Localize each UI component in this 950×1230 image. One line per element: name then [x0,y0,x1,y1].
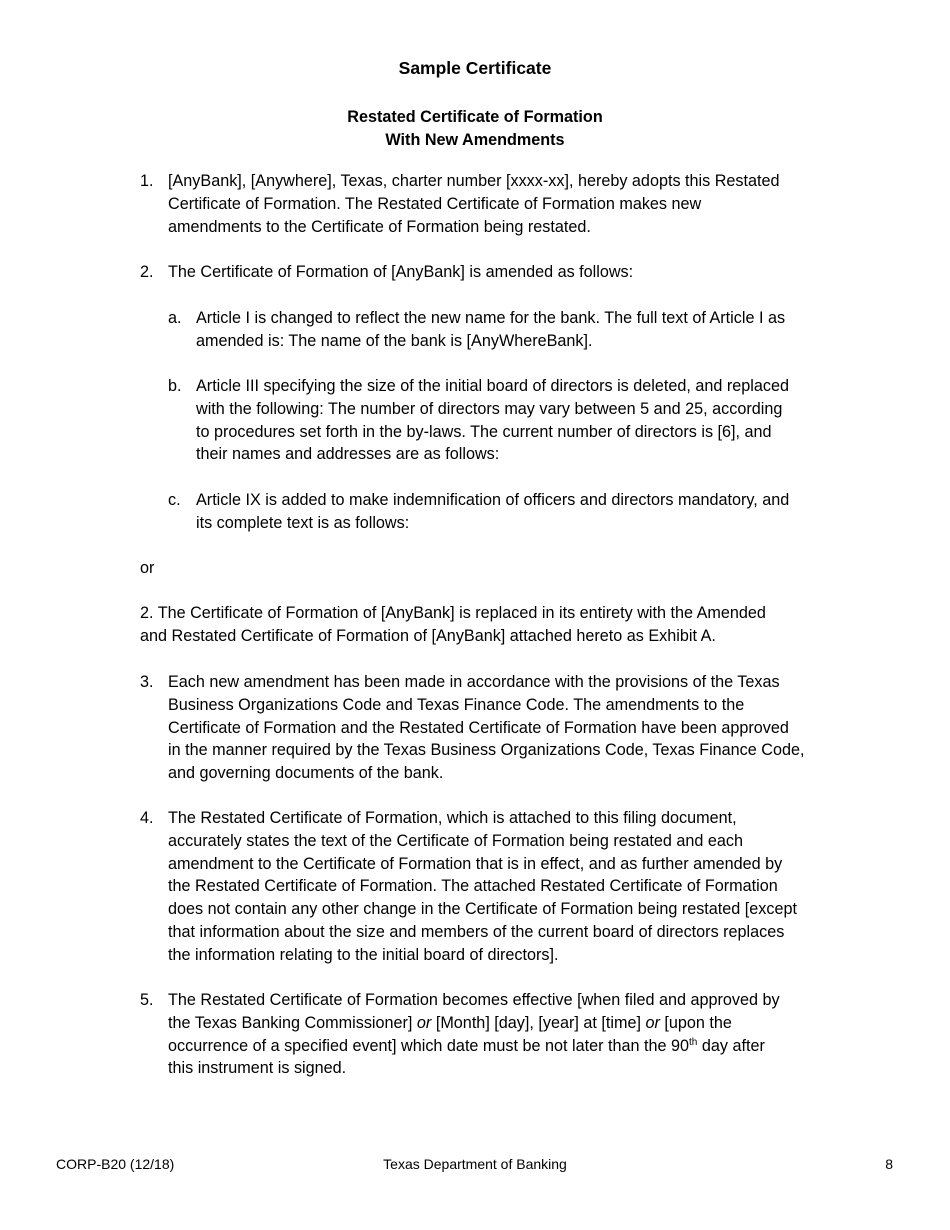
text-line: that information about the size and members of the current board of directors replaces [168,922,785,941]
text-segment: the Texas Banking Commissioner] [168,1013,417,1032]
item-4-text [168,807,797,967]
text-line: amendment to the Certificate of Formation that is in effect, and as further amended by [168,854,783,873]
text-line: [AnyBank], [Anywhere], Texas, charter number [xxxx-xx], hereby adopts this Restated [168,172,780,190]
item-2-alternative-text [140,602,766,648]
text-line: this instrument is signed. [168,1059,347,1078]
text-line: to procedures set forth in the by-laws. The current number of directors is [6], and [196,422,772,441]
text-line: The Restated Certificate of Formation, which is attached to this filing document, [168,809,737,827]
text-line: Certificate of Formation and the Restated Certificate of Formation have been approved [168,718,789,737]
ordinal-superscript: th [689,1036,698,1048]
text-line [168,1035,780,1058]
footer-agency: Texas Department of Banking [383,1156,567,1172]
text-segment: occurrence of a specified event] which date must be not later than the 90 [168,1036,690,1055]
footer-page-number: 8 [885,1156,893,1172]
text-line: Article IX is added to make indemnification of officers and directors mandatory, and [196,491,790,509]
italic-or: or [416,1013,432,1032]
item-3-number: 3. [140,673,154,691]
text-line: the Restated Certificate of Formation. The attached Restated Certificate of Formation [168,877,778,896]
text-line: their names and addresses are as follows: [196,445,500,464]
text-segment: day after [697,1036,765,1055]
text-line: and governing documents of the bank. [168,764,444,783]
text-line: and Restated Certificate of Formation of [AnyBank] attached hereto as Exhibit A. [140,626,716,645]
text-line: its complete text is as follows: [196,513,410,532]
text-line [168,1012,780,1035]
text-segment: [upon the [659,1013,732,1032]
text-line: the information relating to the initial board of directors]. [168,945,559,964]
or-separator [140,557,154,580]
text-line: The Restated Certificate of Formation becomes effective [when filed and approved by [168,991,780,1009]
italic-or: or [645,1013,660,1032]
text-line: accurately states the text of the Certificate of Formation being restated and each [168,831,743,850]
text-line: amended is: The name of the bank is [AnyWhereBank]. [196,331,593,350]
item-4-number: 4. [140,809,154,827]
page-title: Sample Certificate [398,58,552,78]
text-line: does not contain any other change in the Certificate of Formation being restated [except [168,900,797,919]
text-line: Each new amendment has been made in accordance with the provisions of the Texas [168,673,780,691]
item-1-text [168,170,780,238]
item-2c-letter: c. [168,491,181,509]
item-2a-text [196,307,785,353]
text-line: with the following: The number of directors may vary between 5 and 25, according [196,399,783,418]
item-5-number: 5. [140,991,154,1009]
text-segment: [Month] [day], [year] at [time] [431,1013,646,1032]
text-line: Certificate of Formation. The Restated Certificate of Formation makes new [168,194,702,213]
item-5-text [168,989,780,1080]
item-2a-letter: a. [168,309,182,327]
item-2c-text [196,489,789,535]
text-line: 2. The Certificate of Formation of [AnyBank] is replaced in its entirety with the Amended [140,604,766,622]
item-2-number: 2. [140,263,154,281]
text-line: Article I is changed to reflect the new name for the bank. The full text of Article I as [196,309,786,327]
text-line: The Certificate of Formation of [AnyBank] is amended as follows: [168,263,634,281]
text-line: in the manner required by the Texas Business Organizations Code, Texas Finance Code, [168,741,805,760]
or-text: or [140,559,155,577]
item-2b-letter: b. [168,377,182,395]
item-2b-text [196,375,789,466]
text-line: Business Organizations Code and Texas Finance Code. The amendments to the [168,695,745,714]
subtitle-line-2: With New Amendments [385,131,565,149]
subtitle-line-1: Restated Certificate of Formation [347,108,603,126]
text-line: Article III specifying the size of the initial board of directors is deleted, and replaced [196,377,789,395]
item-3-text [168,671,804,785]
text-line: amendments to the Certificate of Formation being restated. [168,217,591,236]
item-2-text [168,261,633,284]
item-1-number: 1. [140,172,154,190]
footer-form-id: CORP-B20 (12/18) [56,1156,175,1172]
